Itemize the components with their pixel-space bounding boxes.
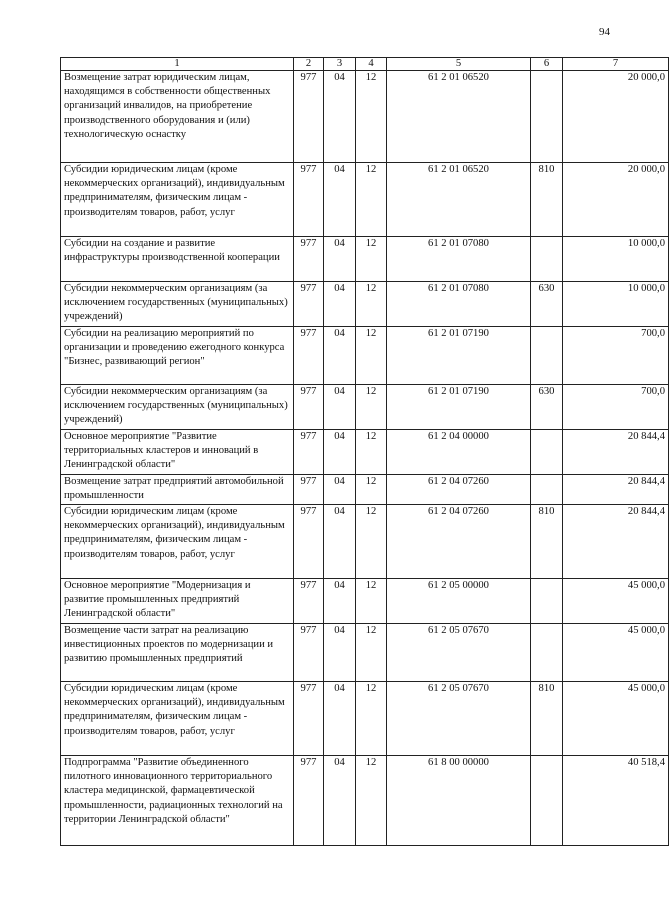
- amount: 40 518,4: [563, 756, 669, 846]
- target-article-code: 61 2 05 00000: [387, 579, 531, 624]
- column-header: 7: [563, 58, 669, 71]
- header-row: [61, 58, 669, 71]
- page-number: 94: [599, 26, 610, 38]
- expense-type-code: [531, 624, 563, 682]
- table-row: [61, 327, 669, 385]
- item-name: Субсидии некоммерческим организациям (за исключением государственных (муниципальных) учреждений): [61, 385, 294, 430]
- ministry-code: 977: [294, 237, 324, 282]
- expense-type-code: [531, 475, 563, 505]
- table-row: [61, 237, 669, 282]
- ministry-code: 977: [294, 505, 324, 579]
- expense-type-code: [531, 71, 563, 163]
- subsection-code: 12: [356, 71, 387, 163]
- section-code: 04: [324, 385, 356, 430]
- table-row: [61, 385, 669, 430]
- target-article-code: 61 2 04 00000: [387, 430, 531, 475]
- item-name: Возмещение затрат юридическим лицам, находящимся в собственности общественных организаций инвалидов, на приобретение производственного оборудования и (или) технологическую оснастку: [61, 71, 294, 163]
- item-name: Возмещение части затрат на реализацию инвестиционных проектов по модернизации и развитию промышленных предприятий: [61, 624, 294, 682]
- ministry-code: 977: [294, 327, 324, 385]
- target-article-code: 61 2 05 07670: [387, 682, 531, 756]
- amount: 45 000,0: [563, 624, 669, 682]
- expense-type-code: [531, 430, 563, 475]
- item-name: Возмещение затрат предприятий автомобильной промышленности: [61, 475, 294, 505]
- subsection-code: 12: [356, 624, 387, 682]
- table-row: [61, 682, 669, 756]
- amount: 20 000,0: [563, 163, 669, 237]
- item-name: Субсидии юридическим лицам (кроме некоммерческих организаций), индивидуальным предпринимателям, физическим лицам - производителям товаров, работ, услуг: [61, 682, 294, 756]
- item-name: Подпрограмма "Развитие объединенного пилотного инновационного территориального кластера медицинской, фармацевтической промышленности, радиационных технологий на территории Ленинградской области": [61, 756, 294, 846]
- ministry-code: 977: [294, 682, 324, 756]
- target-article-code: 61 2 05 07670: [387, 624, 531, 682]
- column-header: 1: [61, 58, 294, 71]
- item-name: Субсидии на создание и развитие инфраструктуры производственной кооперации: [61, 237, 294, 282]
- expense-type-code: [531, 237, 563, 282]
- table-row: [61, 430, 669, 475]
- subsection-code: 12: [356, 430, 387, 475]
- table-row: [61, 475, 669, 505]
- target-article-code: 61 8 00 00000: [387, 756, 531, 846]
- table-row: [61, 71, 669, 163]
- expense-type-code: 810: [531, 682, 563, 756]
- subsection-code: 12: [356, 756, 387, 846]
- ministry-code: 977: [294, 756, 324, 846]
- subsection-code: 12: [356, 385, 387, 430]
- target-article-code: 61 2 04 07260: [387, 475, 531, 505]
- target-article-code: 61 2 04 07260: [387, 505, 531, 579]
- section-code: 04: [324, 475, 356, 505]
- amount: 700,0: [563, 385, 669, 430]
- section-code: 04: [324, 71, 356, 163]
- table-row: [61, 624, 669, 682]
- column-header: 6: [531, 58, 563, 71]
- table-row: [61, 756, 669, 846]
- amount: 20 000,0: [563, 71, 669, 163]
- target-article-code: 61 2 01 07080: [387, 237, 531, 282]
- item-name: Субсидии юридическим лицам (кроме некоммерческих организаций), индивидуальным предпринимателям, физическим лицам - производителям товаров, работ, услуг: [61, 505, 294, 579]
- table-row: [61, 163, 669, 237]
- target-article-code: 61 2 01 07190: [387, 327, 531, 385]
- expense-type-code: 630: [531, 282, 563, 327]
- column-header: 2: [294, 58, 324, 71]
- expense-type-code: 630: [531, 385, 563, 430]
- target-article-code: 61 2 01 07080: [387, 282, 531, 327]
- section-code: 04: [324, 327, 356, 385]
- table-row: [61, 282, 669, 327]
- subsection-code: 12: [356, 682, 387, 756]
- subsection-code: 12: [356, 579, 387, 624]
- expense-type-code: 810: [531, 163, 563, 237]
- subsection-code: 12: [356, 327, 387, 385]
- column-header: 5: [387, 58, 531, 71]
- amount: 10 000,0: [563, 237, 669, 282]
- section-code: 04: [324, 579, 356, 624]
- expense-type-code: [531, 327, 563, 385]
- ministry-code: 977: [294, 475, 324, 505]
- column-header: 4: [356, 58, 387, 71]
- item-name: Субсидии юридическим лицам (кроме некоммерческих организаций), индивидуальным предпринимателям, физическим лицам - производителям товаров, работ, услуг: [61, 163, 294, 237]
- subsection-code: 12: [356, 282, 387, 327]
- section-code: 04: [324, 237, 356, 282]
- subsection-code: 12: [356, 163, 387, 237]
- amount: 20 844,4: [563, 475, 669, 505]
- subsection-code: 12: [356, 505, 387, 579]
- item-name: Основное мероприятие "Модернизация и развитие промышленных предприятий Ленинградской области": [61, 579, 294, 624]
- ministry-code: 977: [294, 385, 324, 430]
- expense-type-code: [531, 756, 563, 846]
- item-name: Субсидии некоммерческим организациям (за исключением государственных (муниципальных) учреждений): [61, 282, 294, 327]
- ministry-code: 977: [294, 624, 324, 682]
- target-article-code: 61 2 01 06520: [387, 163, 531, 237]
- subsection-code: 12: [356, 475, 387, 505]
- item-name: Основное мероприятие "Развитие территориальных кластеров и инноваций в Ленинградской области": [61, 430, 294, 475]
- ministry-code: 977: [294, 430, 324, 475]
- section-code: 04: [324, 505, 356, 579]
- table-row: [61, 505, 669, 579]
- target-article-code: 61 2 01 07190: [387, 385, 531, 430]
- amount: 45 000,0: [563, 682, 669, 756]
- amount: 20 844,4: [563, 505, 669, 579]
- budget-table: [60, 57, 669, 846]
- section-code: 04: [324, 282, 356, 327]
- ministry-code: 977: [294, 282, 324, 327]
- amount: 20 844,4: [563, 430, 669, 475]
- section-code: 04: [324, 756, 356, 846]
- column-header: 3: [324, 58, 356, 71]
- ministry-code: 977: [294, 579, 324, 624]
- ministry-code: 977: [294, 71, 324, 163]
- expense-type-code: 810: [531, 505, 563, 579]
- expense-type-code: [531, 579, 563, 624]
- target-article-code: 61 2 01 06520: [387, 71, 531, 163]
- item-name: Субсидии на реализацию мероприятий по организации и проведению ежегодного конкурса "Бизнес, развивающий регион": [61, 327, 294, 385]
- amount: 10 000,0: [563, 282, 669, 327]
- section-code: 04: [324, 624, 356, 682]
- subsection-code: 12: [356, 237, 387, 282]
- amount: 45 000,0: [563, 579, 669, 624]
- ministry-code: 977: [294, 163, 324, 237]
- section-code: 04: [324, 682, 356, 756]
- table-row: [61, 579, 669, 624]
- section-code: 04: [324, 163, 356, 237]
- amount: 700,0: [563, 327, 669, 385]
- section-code: 04: [324, 430, 356, 475]
